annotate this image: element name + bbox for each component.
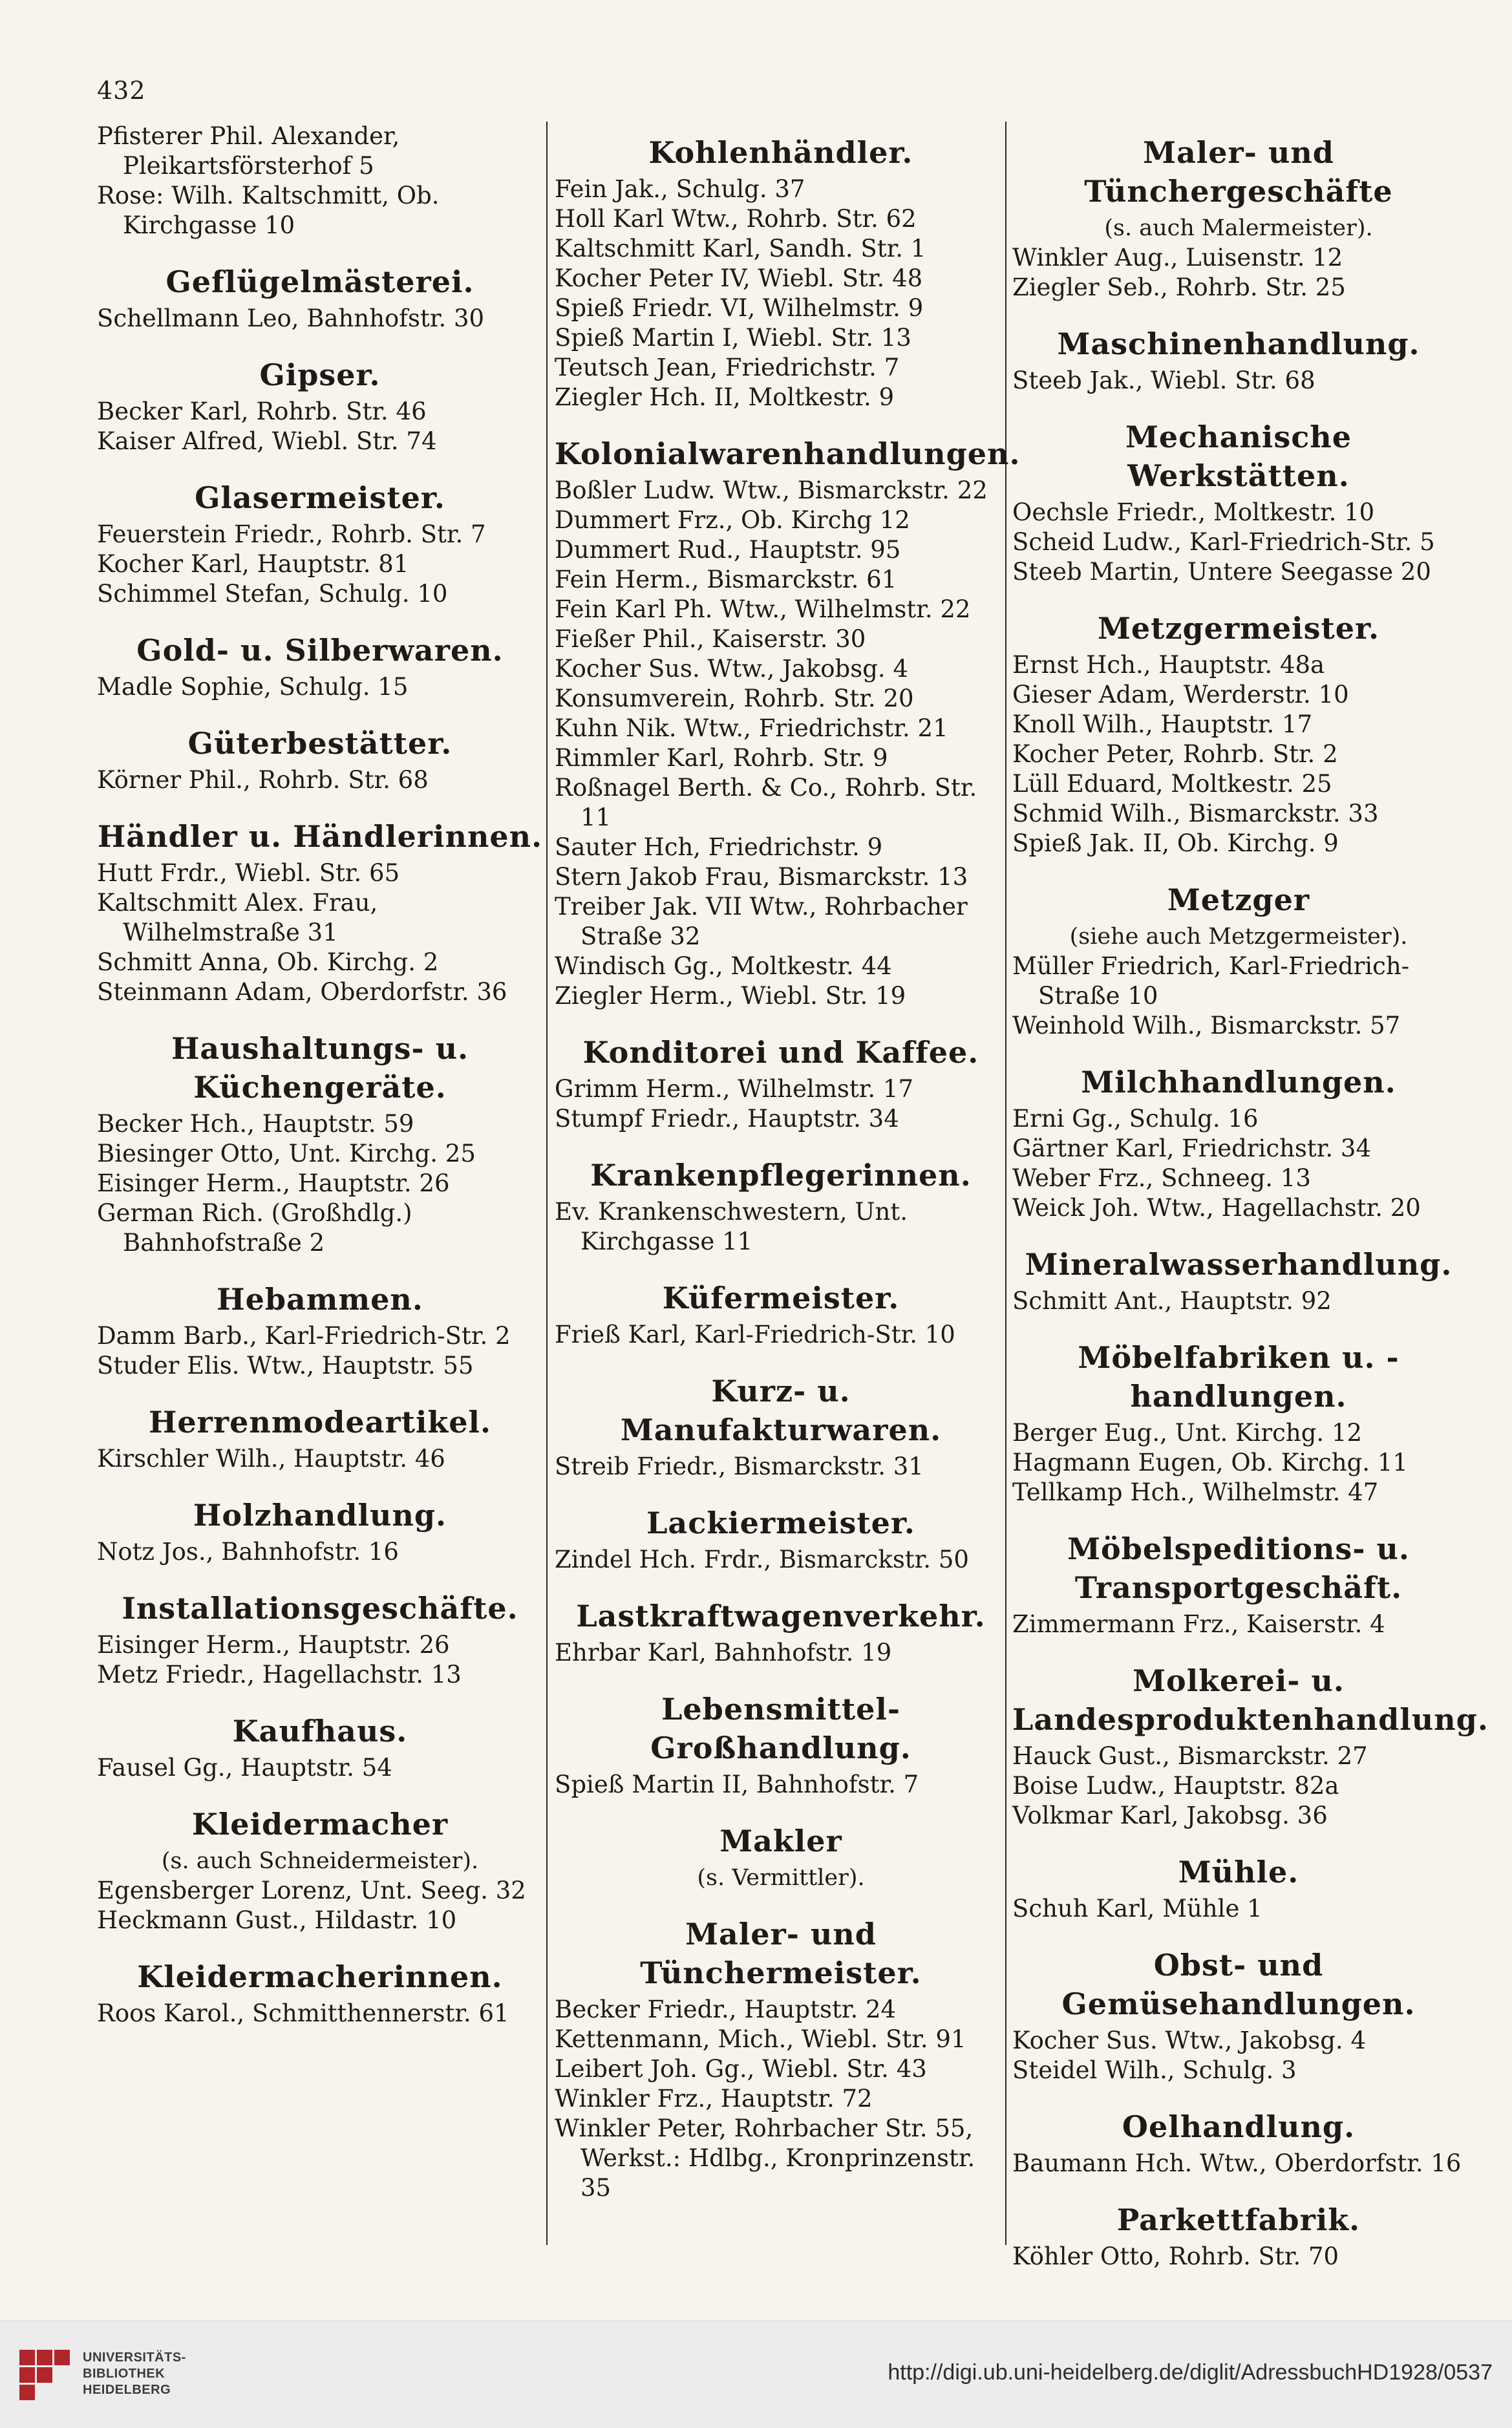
section-note: (siehe auch Metzgermeister). [1069,924,1408,950]
column-divider [546,122,548,2245]
directory-entry: Fießer Phil., Kaiserstr. 30 [555,625,866,653]
section-heading: Metzgermeister. [1097,611,1380,646]
section-heading: Obst- und Gemüsehandlungen. [1061,1948,1416,2021]
directory-entry: Heckmann Gust., Hildastr. 10 [97,1906,457,1934]
column-1 [97,122,543,2050]
directory-entry: Leibert Joh. Gg., Wiebl. Str. 43 [555,2055,927,2083]
library-name [83,2350,186,2398]
column-2 [555,122,1021,2225]
directory-entry: Steinmann Adam, Oberdorfstr. 36 [97,978,507,1006]
directory-entry: Madle Sophie, Schulg. 15 [97,673,409,701]
directory-entry: Gärtner Karl, Friedrichstr. 34 [1012,1134,1372,1162]
directory-entry: Schmitt Ant., Hauptstr. 92 [1012,1287,1332,1315]
directory-entry: Gieser Adam, Werderstr. 10 [1012,681,1349,708]
directory-entry: Kocher Sus. Wtw., Jakobsg. 4 [555,655,908,683]
directory-entry: Boise Ludw., Hauptstr. 82a [1012,1772,1339,1800]
directory-section [97,262,543,334]
directory-section [1012,1245,1465,1316]
directory-entry: Hutt Frdr., Wiebl. Str. 65 [97,859,400,887]
directory-section [1012,2200,1465,2272]
directory-section [555,133,1007,412]
directory-entry: Weber Frz., Schneeg. 13 [1012,1164,1311,1192]
directory-section [1012,2107,1465,2178]
section-note: (s. Vermittler). [697,1865,865,1891]
library-name-line: UNIVERSITÄTS- [83,2350,186,2365]
directory-section [97,356,543,456]
directory-entry: Damm Barb., Karl-Friedrich-Str. 2 [97,1322,511,1350]
directory-section [1012,880,1465,1041]
directory-entry: Erni Gg., Schulg. 16 [1012,1105,1259,1133]
directory-section [555,1372,1007,1482]
directory-entry: Winkler Peter, Rohrbacher Str. 55, Werkst.: Hdlbg., Kronprinzenstr. 35 [555,2114,975,2202]
directory-entry: German Rich. (Großhdlg.) Bahnhofstraße 2 [97,1199,412,1257]
directory-section [97,1712,543,1783]
directory-entry: Biesinger Otto, Unt. Kirchg. 25 [97,1140,476,1167]
directory-entry: Schimmel Stefan, Schulg. 10 [97,580,448,608]
directory-section [1012,609,1465,858]
section-heading: Gipser. [259,357,381,392]
directory-entry: Volkmar Karl, Jakobsg. 36 [1012,1802,1328,1829]
section-heading: Lastkraftwagenverkehr. [576,1599,986,1634]
section-heading: Geflügelmästerei. [165,264,474,299]
directory-entry: Kaiser Alfred, Wiebl. Str. 74 [97,427,437,455]
directory-entry: Knoll Wilh., Hauptstr. 17 [1012,710,1313,738]
directory-entry: Feuerstein Friedr., Rohrb. Str. 7 [97,520,486,548]
directory-entry: Ziegler Seb., Rohrb. Str. 25 [1012,273,1346,301]
directory-entry: Steidel Wilh., Schulg. 3 [1012,2056,1297,2084]
directory-section [555,1279,1007,1350]
directory-entry: Becker Hch., Hauptstr. 59 [97,1110,414,1138]
directory-entry: Schellmann Leo, Bahnhofstr. 30 [97,304,485,332]
directory-entry: Körner Phil., Rohrb. Str. 68 [97,766,429,794]
university-library-logo-icon [16,2346,74,2404]
section-note: (s. auch Malermeister). [1104,215,1373,241]
section-heading: Kaufhaus. [232,1714,408,1749]
directory-section [97,1805,543,1935]
directory-section [555,434,1021,1011]
directory-section [555,1156,1007,1257]
section-heading: Parkettfabrik. [1116,2202,1361,2237]
directory-entry: Treiber Jak. VII Wtw., Rohrbacher Straße 32 [555,893,968,950]
directory-entry: Eisinger Herm., Hauptstr. 26 [97,1631,450,1659]
directory-section [97,1029,543,1258]
directory-entry: Frieß Karl, Karl-Friedrich-Str. 10 [555,1321,955,1348]
directory-section [97,1496,543,1567]
directory-entry: Baumann Hch. Wtw., Oberdorfstr. 16 [1012,2149,1462,2177]
directory-section [97,478,543,609]
directory-entry: Weinhold Wilh., Bismarckstr. 57 [1012,1012,1401,1039]
section-heading: Maler- und Tünchergeschäfte [1084,135,1393,209]
directory-section [1012,325,1465,396]
section-heading: Herrenmodeartikel. [148,1405,492,1440]
directory-section [1012,1946,1465,2085]
section-heading: Krankenpflegerinnen. [590,1158,972,1193]
section-heading: Mechanische Werkstätten. [1125,420,1352,493]
section-heading: Mühle. [1178,1855,1299,1890]
section-heading: Makler [719,1824,842,1858]
directory-entry: Scheid Ludw., Karl-Friedrich-Str. 5 [1012,528,1435,556]
section-heading: Haushaltungs- u. Küchengeräte. [171,1031,469,1105]
directory-section [1012,1529,1465,1639]
directory-entry: Kocher Sus. Wtw., Jakobsg. 4 [1012,2027,1366,2054]
directory-entry: Fein Herm., Bismarckstr. 61 [555,566,897,593]
directory-section [97,1280,543,1381]
section-heading: Kleidermacher [191,1807,449,1842]
directory-entry: Fein Karl Ph. Wtw., Wilhelmstr. 22 [555,595,971,623]
directory-entry: Rimmler Karl, Rohrb. Str. 9 [555,744,888,772]
column-3 [1012,122,1489,2294]
directory-entry: Boßler Ludw. Wtw., Bismarckstr. 22 [555,476,988,504]
section-heading: Glasermeister. [195,480,445,515]
directory-entry: Becker Friedr., Hauptstr. 24 [555,1996,897,2023]
footer-bar [0,2321,1512,2428]
directory-section [97,631,543,702]
directory-entry: Eisinger Herm., Hauptstr. 26 [97,1169,450,1197]
directory-entry: Roßnagel Berth. & Co., Rohrb. Str. 11 [555,774,977,831]
directory-section [1012,1063,1465,1223]
directory-entry: Hagmann Eugen, Ob. Kirchg. 11 [1012,1449,1408,1476]
directory-entry: Spieß Jak. II, Ob. Kirchg. 9 [1012,829,1339,857]
directory-section [97,122,543,240]
directory-entry: Winkler Aug., Luisenstr. 12 [1012,244,1343,272]
section-heading: Händler u. Händlerinnen. [97,819,543,854]
directory-entry: Grimm Herm., Wilhelmstr. 17 [555,1075,913,1103]
directory-section [555,1915,1007,2203]
directory-entry: Sauter Hch, Friedrichstr. 9 [555,833,883,861]
directory-entry: Schuh Karl, Mühle 1 [1012,1895,1262,1922]
library-name-line: BIBLIOTHEK [83,2367,165,2381]
directory-entry: Ev. Krankenschwestern, Unt. Kirchgasse 11 [555,1198,908,1255]
directory-entry: Oechsle Friedr., Moltkestr. 10 [1012,498,1375,526]
section-heading: Möbelspeditions- u. Transportgeschäft. [1067,1531,1410,1605]
directory-entry: Dummert Frz., Ob. Kirchg 12 [555,506,910,534]
section-heading: Küfermeister. [662,1281,900,1315]
directory-entry: Kocher Karl, Hauptstr. 81 [97,550,409,578]
section-heading: Maschinenhandlung. [1057,326,1420,361]
directory-section [97,817,543,1007]
section-heading: Kurz- u. Manufakturwaren. [620,1374,942,1447]
library-name-line: HEIDELBERG [83,2383,171,2397]
directory-entry: Winkler Frz., Hauptstr. 72 [555,2085,873,2113]
directory-section [97,1589,543,1690]
section-heading: Holzhandlung. [193,1498,447,1533]
directory-entry: Spieß Friedr. VI, Wilhelmstr. 9 [555,294,924,322]
section-heading: Güterbestätter. [187,726,453,761]
section-heading: Oelhandlung. [1122,2109,1356,2144]
directory-section [555,1690,1007,1800]
directory-entry: Konsumverein, Rohrb. Str. 20 [555,685,914,712]
directory-entry: Stern Jakob Frau, Bismarckstr. 13 [555,863,968,891]
directory-entry: Fein Jak., Schulg. 37 [555,175,805,203]
directory-entry: Stumpf Friedr., Hauptstr. 34 [555,1105,899,1133]
directory-entry: Kocher Peter, Rohrb. Str. 2 [1012,740,1338,768]
directory-entry: Tellkamp Hch., Wilhelmstr. 47 [1012,1478,1379,1506]
directory-entry: Zimmermann Frz., Kaiserstr. 4 [1012,1610,1385,1638]
directory-entry: Notz Jos., Bahnhofstr. 16 [97,1538,399,1566]
directory-entry: Studer Elis. Wtw., Hauptstr. 55 [97,1352,474,1379]
section-heading: Kleidermacherinnen. [137,1959,503,1994]
directory-entry: Holl Karl Wtw., Rohrb. Str. 62 [555,205,917,233]
directory-entry: Ziegler Hch. II, Moltkestr. 9 [555,383,895,411]
directory-entry: Kettenmann, Mich., Wiebl. Str. 91 [555,2025,966,2053]
directory-entry: Ernst Hch., Hauptstr. 48a [1012,651,1325,679]
page-number: 432 [97,76,146,105]
directory-entry: Kaltschmitt Alex. Frau, Wilhelmstraße 31 [97,889,378,946]
directory-section [1012,1661,1489,1831]
section-heading: Lackiermeister. [646,1506,915,1540]
directory-entry: Hauck Gust., Bismarckstr. 27 [1012,1742,1368,1770]
section-heading: Gold- u. Silberwaren. [136,633,504,668]
directory-entry: Roos Karol., Schmitthennerstr. 61 [97,1999,509,2027]
directory-entry: Müller Friedrich, Karl-Friedrich-Straße 10 [1012,952,1410,1010]
section-heading: Möbelfabriken u. -handlungen. [1078,1340,1400,1414]
section-heading: Kolonialwarenhandlungen. [555,436,1021,471]
directory-section [555,1822,1007,1893]
directory-entry: Ehrbar Karl, Bahnhofstr. 19 [555,1639,892,1667]
section-heading: Mineralwasserhandlung. [1025,1247,1453,1282]
permalink-url[interactable]: http://digi.ub.uni-heidelberg.de/diglit/AdressbuchHD1928/0537 [888,2360,1493,2385]
directory-section [1012,133,1465,303]
directory-section [555,1033,1007,1134]
directory-section [97,724,543,795]
directory-entry: Spieß Martin I, Wiebl. Str. 13 [555,324,911,352]
directory-entry: Streib Friedr., Bismarckstr. 31 [555,1453,924,1480]
directory-entry: Metz Friedr., Hagellachstr. 13 [97,1661,462,1688]
directory-entry: Steeb Martin, Untere Seegasse 20 [1012,558,1431,586]
directory-entry: Teutsch Jean, Friedrichstr. 7 [555,354,900,381]
section-heading: Molkerei- u. Landesproduktenhandlung. [1012,1663,1489,1737]
directory-entry: Ziegler Herm., Wiebl. Str. 19 [555,982,906,1010]
directory-entry: Rose: Wilh. Kaltschmitt, Ob. Kirchgasse 10 [97,182,440,239]
directory-entry: Kuhn Nik. Wtw., Friedrichstr. 21 [555,714,948,742]
directory-section [97,1957,543,2029]
section-heading: Metzger [1167,882,1310,917]
section-note: (s. auch Schneidermeister). [161,1848,479,1874]
directory-entry: Kirschler Wilh., Hauptstr. 46 [97,1445,445,1473]
section-heading: Konditorei und Kaffee. [582,1035,979,1070]
directory-entry: Weick Joh. Wtw., Hagellachstr. 20 [1012,1194,1421,1222]
directory-entry: Schmid Wilh., Bismarckstr. 33 [1012,800,1379,827]
directory-entry: Schmitt Anna, Ob. Kirchg. 2 [97,948,439,976]
directory-section [555,1504,1007,1575]
directory-section [97,1403,543,1474]
section-heading: Hebammen. [217,1282,423,1317]
directory-entry: Egensberger Lorenz, Unt. Seeg. 32 [97,1877,526,1904]
directory-entry: Fausel Gg., Hauptstr. 54 [97,1754,392,1782]
directory-entry: Steeb Jak., Wiebl. Str. 68 [1012,367,1315,394]
directory-entry: Windisch Gg., Moltkestr. 44 [555,952,892,980]
directory-entry: Lüll Eduard, Moltkestr. 25 [1012,770,1332,798]
section-heading: Lebensmittel-Großhandlung. [650,1692,911,1765]
section-heading: Kohlenhändler. [648,135,913,170]
directory-entry: Dummert Rud., Hauptstr. 95 [555,536,901,564]
section-heading: Maler- und Tünchermeister. [640,1917,922,1990]
directory-entry: Kaltschmitt Karl, Sandh. Str. 1 [555,235,926,262]
directory-entry: Kocher Peter IV, Wiebl. Str. 48 [555,264,923,292]
section-heading: Installationsgeschäfte. [122,1591,518,1626]
directory-section [1012,418,1465,587]
directory-section [1012,1338,1465,1507]
directory-entry: Pfisterer Phil. Alexander, Pleikartsförsterhof 5 [97,122,400,180]
directory-entry: Berger Eug., Unt. Kirchg. 12 [1012,1419,1363,1447]
directory-section [555,1597,1007,1668]
directory-entry: Becker Karl, Rohrb. Str. 46 [97,398,427,425]
directory-entry: Zindel Hch. Frdr., Bismarckstr. 50 [555,1546,969,1573]
directory-section [1012,1853,1465,1924]
directory-entry: Spieß Martin II, Bahnhofstr. 7 [555,1771,919,1798]
section-heading: Milchhandlungen. [1081,1065,1396,1100]
directory-entry: Köhler Otto, Rohrb. Str. 70 [1012,2242,1339,2270]
